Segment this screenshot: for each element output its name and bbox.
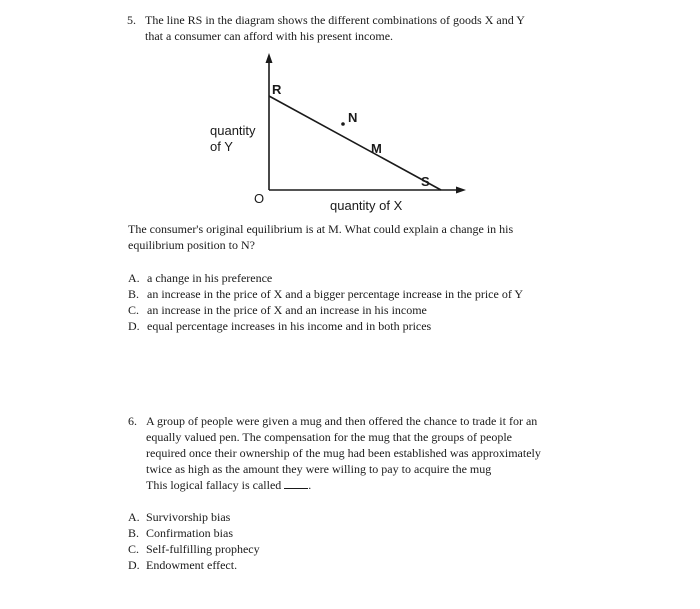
budget-line-diagram [0,0,700,220]
q5-option-d-letter: D. [128,319,140,333]
label-r: R [272,82,282,97]
q6-option-c-letter: C. [128,542,140,556]
q5-option-d-text: equal percentage increases in his income and in both prices [147,319,432,333]
q5-option-b-text: an increase in the price of X and a bigger percentage increase in the price of Y [147,287,524,301]
q6-prompt-text: This logical fallacy is called [146,478,282,492]
q6-option-d-text: Endowment effect. [146,558,238,572]
q6-option-a-text: Survivorship bias [146,510,231,524]
q5-option-c-text: an increase in the price of X and an increase in his income [147,303,427,317]
q6-prompt [146,478,311,493]
y-axis-arrowhead [266,53,273,63]
x-axis-arrowhead [456,187,466,194]
label-n: N [348,110,358,125]
x-axis-label: quantity of X [330,198,403,213]
q6-option-c-text: Self-fulfilling prophecy [146,542,260,556]
q5-question-line-2: equilibrium position to N? [128,238,255,252]
q6-option-b-text: Confirmation bias [146,526,233,540]
label-m: M [371,141,382,156]
y-axis-label-line-1: quantity [210,123,256,138]
q6-number: 6. [128,414,137,428]
q6-option-b-letter: B. [128,526,140,540]
q5-number: 5. [127,13,136,27]
q6-stem-line-4: twice as high as the amount they were willing to pay to acquire the mug [146,462,492,476]
q5-option-a-letter: A. [128,271,140,285]
q6-prompt-end: . [308,478,312,492]
label-o: O [254,191,265,206]
q6-option-d-letter: D. [128,558,140,572]
q5-stem-line-2: that a consumer can afford with his present income. [145,29,394,43]
q6-stem-line-2: equally valued pen. The compensation for the mug that the groups of people [146,430,513,444]
q5-option-a-text: a change in his preference [147,271,273,285]
q6-stem-line-1: A group of people were given a mug and then offered the chance to trade it for an [146,414,538,428]
q6-stem-line-3: required once their ownership of the mug had been established was approximately [146,446,541,460]
y-axis-label-line-2: of Y [210,139,233,154]
q5-option-b-letter: B. [128,287,140,301]
q5-option-c-letter: C. [128,303,140,317]
label-s: S [421,174,430,189]
q6-option-a-letter: A. [128,510,140,524]
point-n-dot [341,122,345,126]
answer-blank [284,478,308,489]
q5-question-line-1: The consumer's original equilibrium is at M. What could explain a change in his [128,222,514,236]
q5-stem-line-1: The line RS in the diagram shows the different combinations of goods X and Y [145,13,525,27]
